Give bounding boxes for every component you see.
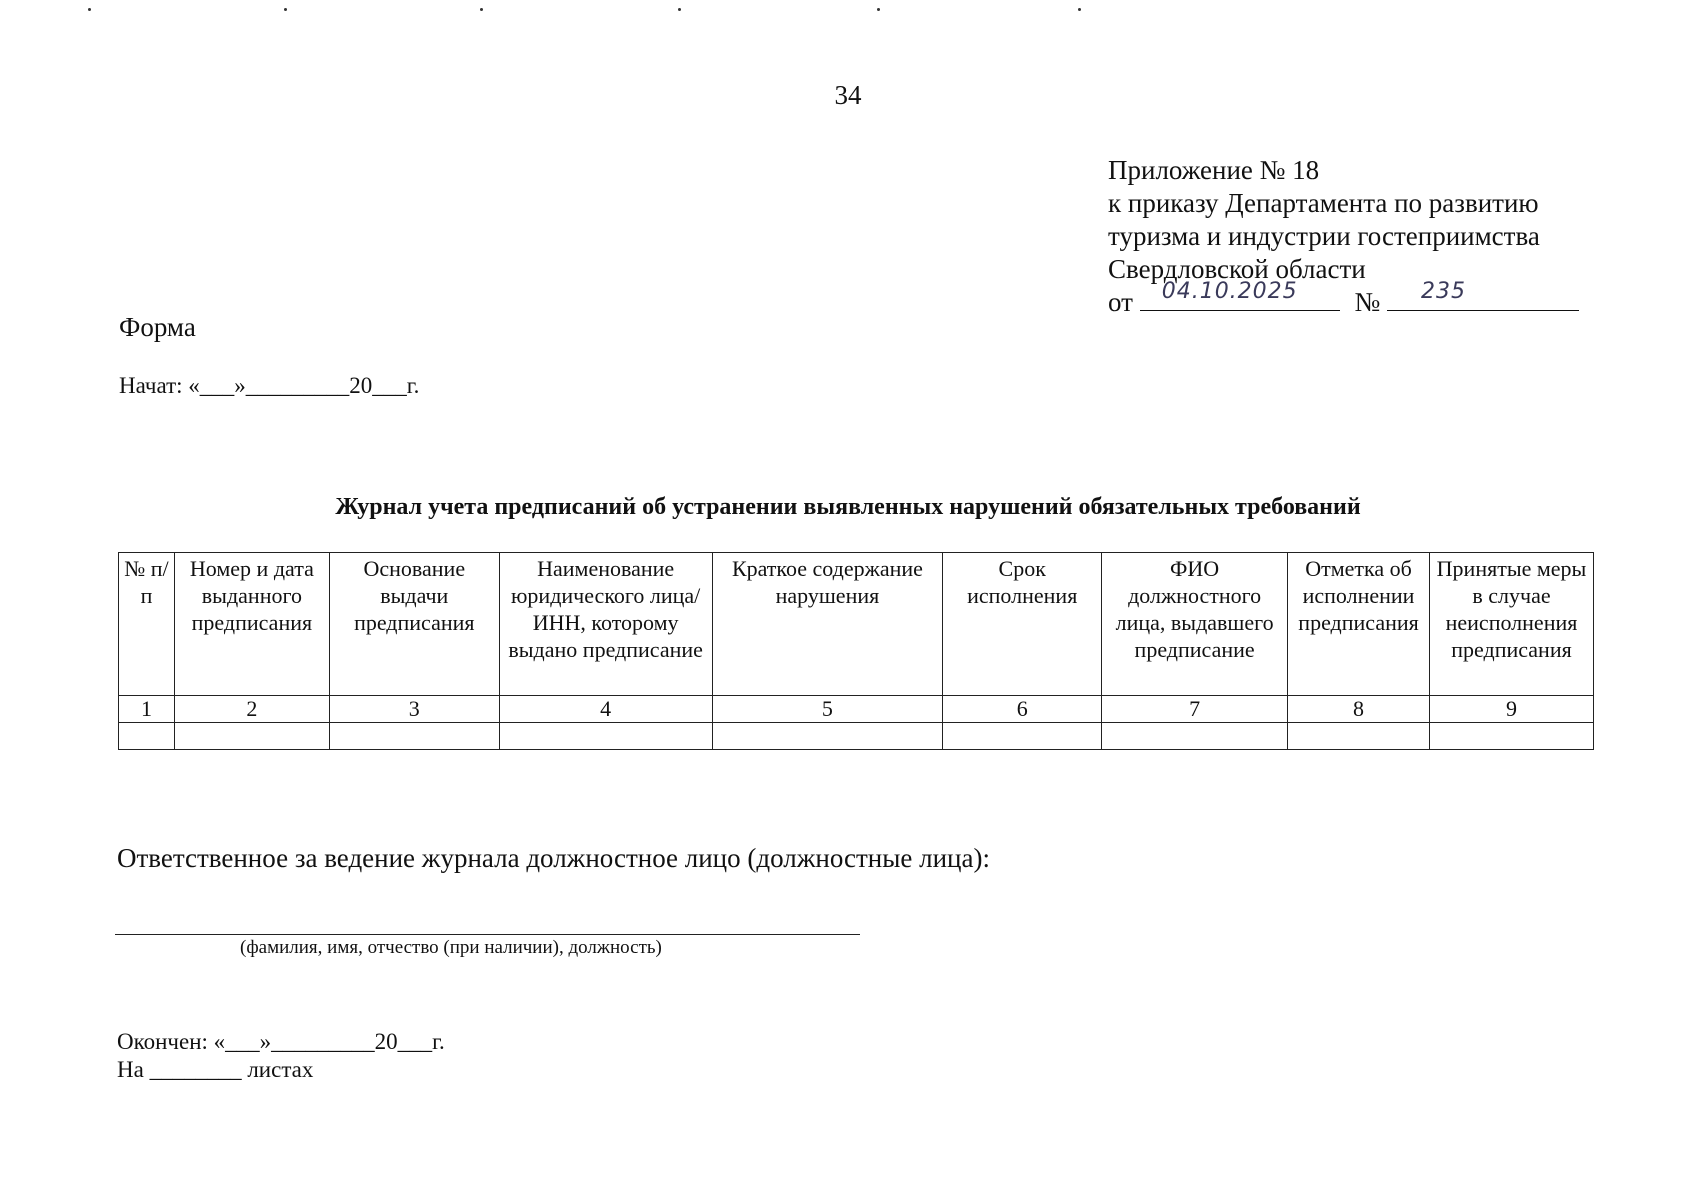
empty-cell bbox=[1102, 723, 1288, 750]
header-cell: Основание выдачи предписания bbox=[329, 553, 499, 696]
ended-block bbox=[117, 1028, 445, 1084]
handwritten-number: 235 bbox=[1420, 279, 1466, 304]
empty-cell bbox=[119, 723, 175, 750]
column-number: 3 bbox=[329, 696, 499, 723]
table-row-empty bbox=[119, 723, 1594, 750]
header-cell: Принятые меры в случае неисполнения предписания bbox=[1430, 553, 1594, 696]
form-label: Форма bbox=[119, 312, 196, 342]
column-number-row bbox=[119, 696, 1594, 723]
column-number: 9 bbox=[1430, 696, 1594, 723]
scan-edge-marks bbox=[0, 0, 1696, 24]
header-cell: Отметка об исполнении предписания bbox=[1288, 553, 1430, 696]
column-number: 8 bbox=[1288, 696, 1430, 723]
header-cell: № п/п bbox=[119, 553, 175, 696]
empty-cell bbox=[499, 723, 712, 750]
header-cell: Краткое содержание нарушения bbox=[712, 553, 943, 696]
appendix-line-4: Свердловской области bbox=[1108, 254, 1366, 284]
ended-date-line: Окончен: «___»_________20___г. bbox=[117, 1029, 445, 1054]
journal-title: Журнал учета предписаний об устранении выявленных нарушений обязательных требований bbox=[335, 494, 1361, 520]
order-date-number-line bbox=[1108, 279, 1608, 322]
column-number: 4 bbox=[499, 696, 712, 723]
empty-cell bbox=[943, 723, 1102, 750]
empty-cell bbox=[174, 723, 329, 750]
signature-line bbox=[115, 934, 860, 935]
empty-cell bbox=[712, 723, 943, 750]
empty-cell bbox=[1288, 723, 1430, 750]
appendix-header bbox=[1108, 154, 1608, 322]
column-number: 7 bbox=[1102, 696, 1288, 723]
page-number: 34 bbox=[834, 80, 862, 110]
table-header-row bbox=[119, 553, 1594, 696]
column-number: 5 bbox=[712, 696, 943, 723]
order-date-field bbox=[1140, 279, 1340, 311]
journal-table bbox=[118, 552, 1594, 750]
handwritten-date: 04.10.2025 bbox=[1161, 279, 1298, 304]
header-cell: Номер и дата выданного предписания bbox=[174, 553, 329, 696]
column-number: 2 bbox=[174, 696, 329, 723]
appendix-line-3: туризма и индустрии гостеприимства bbox=[1108, 221, 1540, 251]
empty-cell bbox=[1430, 723, 1594, 750]
date-prefix: от bbox=[1108, 287, 1133, 317]
empty-cell bbox=[329, 723, 499, 750]
appendix-line-2: к приказу Департамента по развитию bbox=[1108, 188, 1539, 218]
responsible-person-label: Ответственное за ведение журнала должностное лицо (должностные лица): bbox=[117, 843, 990, 873]
header-cell: ФИО должностного лица, выдавшего предписание bbox=[1102, 553, 1288, 696]
order-number-field bbox=[1387, 279, 1579, 311]
header-cell: Срок исполнения bbox=[943, 553, 1102, 696]
column-number: 1 bbox=[119, 696, 175, 723]
column-number: 6 bbox=[943, 696, 1102, 723]
signature-caption: (фамилия, имя, отчество (при наличии), должность) bbox=[240, 937, 662, 958]
sheets-count-line: На ________ листах bbox=[117, 1057, 314, 1082]
started-date-line: Начат: «___»_________20___г. bbox=[119, 373, 420, 398]
number-prefix: № bbox=[1354, 287, 1381, 317]
header-cell: Наименование юридического лица/ИНН, которому выдано предписание bbox=[499, 553, 712, 696]
appendix-line-1: Приложение № 18 bbox=[1108, 155, 1320, 185]
